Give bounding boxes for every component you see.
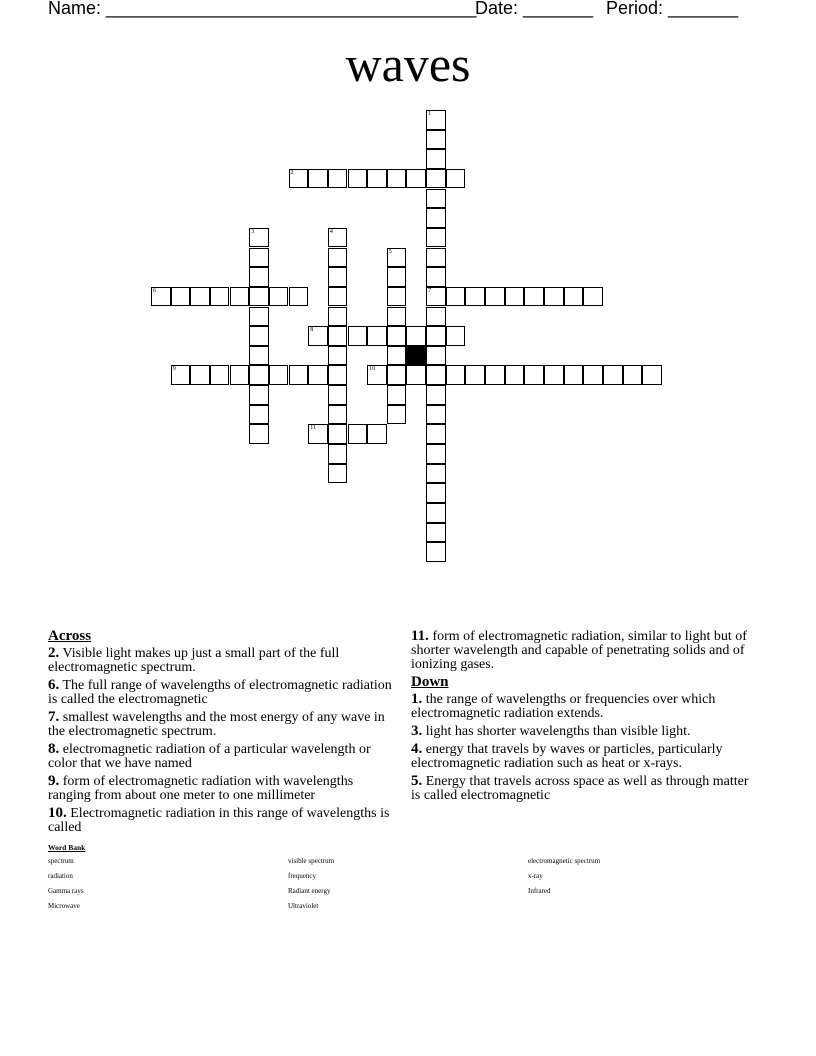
crossword-cell[interactable] <box>230 287 250 307</box>
word-bank-list <box>48 857 768 911</box>
crossword-cell[interactable] <box>367 365 387 385</box>
crossword-cell[interactable] <box>190 365 210 385</box>
clue-down-1: 1. the range of wavelengths or frequencies over which electromagnetic radiation extends. <box>411 691 716 721</box>
crossword-cell[interactable] <box>387 385 407 405</box>
crossword-cell[interactable] <box>446 287 466 307</box>
crossword-cell[interactable] <box>328 326 348 346</box>
crossword-cell[interactable] <box>426 326 446 346</box>
name-field-label[interactable]: Name: _____________________________________ <box>48 0 477 18</box>
crossword-cell[interactable] <box>505 365 525 385</box>
crossword-cell[interactable] <box>485 365 505 385</box>
crossword-cell[interactable] <box>387 405 407 425</box>
crossword-cell[interactable] <box>623 365 643 385</box>
crossword-cell[interactable] <box>190 287 210 307</box>
crossword-cell[interactable] <box>249 405 269 425</box>
clue-number: 2 <box>290 169 294 176</box>
clue-number: 6 <box>153 287 156 294</box>
word-bank-item: Infrared <box>528 887 551 895</box>
crossword-cell[interactable] <box>426 365 446 385</box>
crossword-cell[interactable] <box>485 287 505 307</box>
crossword-cell[interactable] <box>210 365 230 385</box>
crossword-cell[interactable] <box>328 424 348 444</box>
crossword-cell[interactable] <box>426 405 446 425</box>
crossword-cell[interactable] <box>642 365 662 385</box>
crossword-cell[interactable] <box>387 169 407 189</box>
clue-across-7: 7. smallest wavelengths and the most energy of any wave in the electromagnetic spectrum. <box>48 709 385 739</box>
crossword-cell[interactable] <box>465 365 485 385</box>
crossword-cell[interactable] <box>249 267 269 287</box>
word-bank-item: frequency <box>288 872 316 880</box>
word-bank-item: Gamma rays <box>48 887 84 895</box>
crossword-cell[interactable] <box>328 444 348 464</box>
crossword-cell[interactable] <box>426 110 446 130</box>
puzzle-title: waves <box>345 36 471 92</box>
word-bank <box>48 843 768 911</box>
crossword-cell[interactable] <box>249 365 269 385</box>
crossword-cell[interactable] <box>387 267 407 287</box>
crossword-cell[interactable] <box>328 307 348 327</box>
crossword-cell[interactable] <box>426 464 446 484</box>
clue-across-8: 8. electromagnetic radiation of a particular wavelength or color that we have named <box>48 741 371 771</box>
down-clues-column <box>411 629 756 806</box>
crossword-cell[interactable] <box>426 346 446 366</box>
clue-number: 7 <box>428 287 432 294</box>
word-bank-item: x-ray <box>528 872 543 880</box>
crossword-cell[interactable] <box>289 169 309 189</box>
word-bank-item: visible spectrum <box>288 857 335 865</box>
date-field-label[interactable]: Date: _______ <box>475 0 594 18</box>
crossword-cell[interactable] <box>367 424 387 444</box>
crossword-cell[interactable] <box>387 365 407 385</box>
crossword-cell[interactable] <box>505 287 525 307</box>
crossword-cell[interactable] <box>406 365 426 385</box>
crossword-cell[interactable] <box>230 365 250 385</box>
clue-across-11: 11. form of electromagnetic radiation, similar to light but of shorter wavelength and capable of penetrating solids and of ionizing gases. <box>411 628 747 672</box>
black-cell <box>406 346 426 366</box>
crossword-cell[interactable] <box>308 169 328 189</box>
clue-down-5: 5. Energy that travels across space as well as through matter is called electromagnetic <box>411 773 749 803</box>
crossword-cell[interactable] <box>171 287 191 307</box>
crossword-cell[interactable] <box>328 405 348 425</box>
crossword-cell[interactable] <box>387 326 407 346</box>
crossword-cell[interactable] <box>426 307 446 327</box>
crossword-cell[interactable] <box>348 169 368 189</box>
crossword-cell[interactable] <box>426 189 446 209</box>
clue-number: 10 <box>369 366 376 373</box>
clue-across-2: 2. Visible light makes up just a small part of the full electromagnetic spectrum. <box>48 645 340 675</box>
crossword-cell[interactable] <box>564 365 584 385</box>
across-clues-column <box>48 629 393 838</box>
crossword-cell[interactable] <box>446 326 466 346</box>
crossword-cell[interactable] <box>249 228 269 248</box>
clue-across-9: 9. form of electromagnetic radiation with wavelengths ranging from about one meter to one millimeter <box>48 773 354 803</box>
word-bank-item: Microwave <box>48 902 80 910</box>
crossword-cell[interactable] <box>387 287 407 307</box>
crossword-cell[interactable] <box>426 523 446 543</box>
crossword-cell[interactable] <box>328 169 348 189</box>
word-bank-item: electromagnetic spectrum <box>528 857 601 865</box>
crossword-cell[interactable] <box>269 365 289 385</box>
crossword-cell[interactable] <box>210 287 230 307</box>
clue-across-10: 10. Electromagnetic radiation in this range of wavelengths is called <box>48 805 390 835</box>
crossword-cell[interactable] <box>465 287 485 307</box>
clue-number: 3 <box>251 228 255 235</box>
crossword-cell[interactable] <box>249 326 269 346</box>
clue-number: 1 <box>428 111 432 117</box>
word-bank-item: spectrum <box>48 857 74 865</box>
crossword-cell[interactable] <box>426 228 446 248</box>
crossword-cell[interactable] <box>387 248 407 268</box>
crossword-cell[interactable] <box>603 365 623 385</box>
crossword-cell[interactable] <box>564 287 584 307</box>
crossword-cell[interactable] <box>524 287 544 307</box>
crossword-cell[interactable] <box>328 464 348 484</box>
crossword-cell[interactable] <box>328 385 348 405</box>
word-bank-item: Ultraviolet <box>288 902 319 910</box>
crossword-cell[interactable] <box>426 385 446 405</box>
crossword-cell[interactable] <box>524 365 544 385</box>
crossword-cell[interactable] <box>328 248 348 268</box>
crossword-cell[interactable] <box>328 346 348 366</box>
crossword-cell[interactable] <box>328 267 348 287</box>
clue-down-3: 3. light has shorter wavelengths than visible light. <box>411 723 691 739</box>
crossword-cell[interactable] <box>308 365 328 385</box>
clue-number: 4 <box>329 228 333 235</box>
crossword-cell[interactable] <box>387 346 407 366</box>
crossword-cell[interactable] <box>426 287 446 307</box>
crossword-cell[interactable] <box>426 444 446 464</box>
crossword-cell[interactable] <box>367 169 387 189</box>
crossword-cell[interactable] <box>426 483 446 503</box>
crossword-cell[interactable] <box>583 287 603 307</box>
crossword-cell[interactable] <box>367 326 387 346</box>
crossword-cell[interactable] <box>426 169 446 189</box>
crossword-cell[interactable] <box>328 228 348 248</box>
crossword-cell[interactable] <box>426 130 446 150</box>
crossword-cell[interactable] <box>426 424 446 444</box>
crossword-cell[interactable] <box>249 346 269 366</box>
crossword-cell[interactable] <box>308 424 328 444</box>
clue-number: 5 <box>388 248 392 255</box>
crossword-cell[interactable] <box>426 267 446 287</box>
crossword-cell[interactable] <box>328 365 348 385</box>
crossword-cell[interactable] <box>426 248 446 268</box>
crossword-cell[interactable] <box>426 208 446 228</box>
crossword-cell[interactable] <box>249 424 269 444</box>
crossword-cell[interactable] <box>544 365 564 385</box>
clue-across-6: 6. The full range of wavelengths of electromagnetic radiation is called the electromagnetic <box>48 677 392 707</box>
word-bank-item: Radiant energy <box>288 887 331 895</box>
crossword-cell[interactable] <box>348 424 368 444</box>
crossword-cell[interactable] <box>387 307 407 327</box>
crossword-cell[interactable] <box>406 169 426 189</box>
crossword-cell[interactable] <box>249 287 269 307</box>
crossword-cell[interactable] <box>406 326 426 346</box>
clue-number: 11 <box>310 425 316 432</box>
crossword-cell[interactable] <box>249 385 269 405</box>
crossword-cell[interactable] <box>151 287 171 307</box>
crossword-cell[interactable] <box>269 287 289 307</box>
clue-down-4: 4. energy that travels by waves or particles, particularly electromagnetic radiation such as heat or x-rays. <box>411 741 723 771</box>
period-field-label[interactable]: Period: _______ <box>606 0 739 18</box>
crossword-cell[interactable] <box>289 365 309 385</box>
crossword-cell[interactable] <box>446 169 466 189</box>
crossword-cell[interactable] <box>171 365 191 385</box>
crossword-cell[interactable] <box>308 326 328 346</box>
crossword-cell[interactable] <box>426 503 446 523</box>
crossword-cell[interactable] <box>544 287 564 307</box>
word-bank-title: Word Bank <box>48 843 86 852</box>
crossword-cell[interactable] <box>328 287 348 307</box>
down-heading: Down <box>411 674 449 690</box>
crossword-cell[interactable] <box>426 542 446 562</box>
crossword-cell[interactable] <box>348 326 368 346</box>
crossword-cell[interactable] <box>289 287 309 307</box>
crossword-cell[interactable] <box>426 149 446 169</box>
crossword-cell[interactable] <box>249 307 269 327</box>
crossword-cell[interactable] <box>249 248 269 268</box>
clue-number: 8 <box>310 327 314 334</box>
word-bank-item: radiation <box>48 872 73 880</box>
crossword-cell[interactable] <box>583 365 603 385</box>
crossword-cell[interactable] <box>446 365 466 385</box>
across-heading: Across <box>48 628 92 644</box>
clue-number: 9 <box>172 366 176 373</box>
